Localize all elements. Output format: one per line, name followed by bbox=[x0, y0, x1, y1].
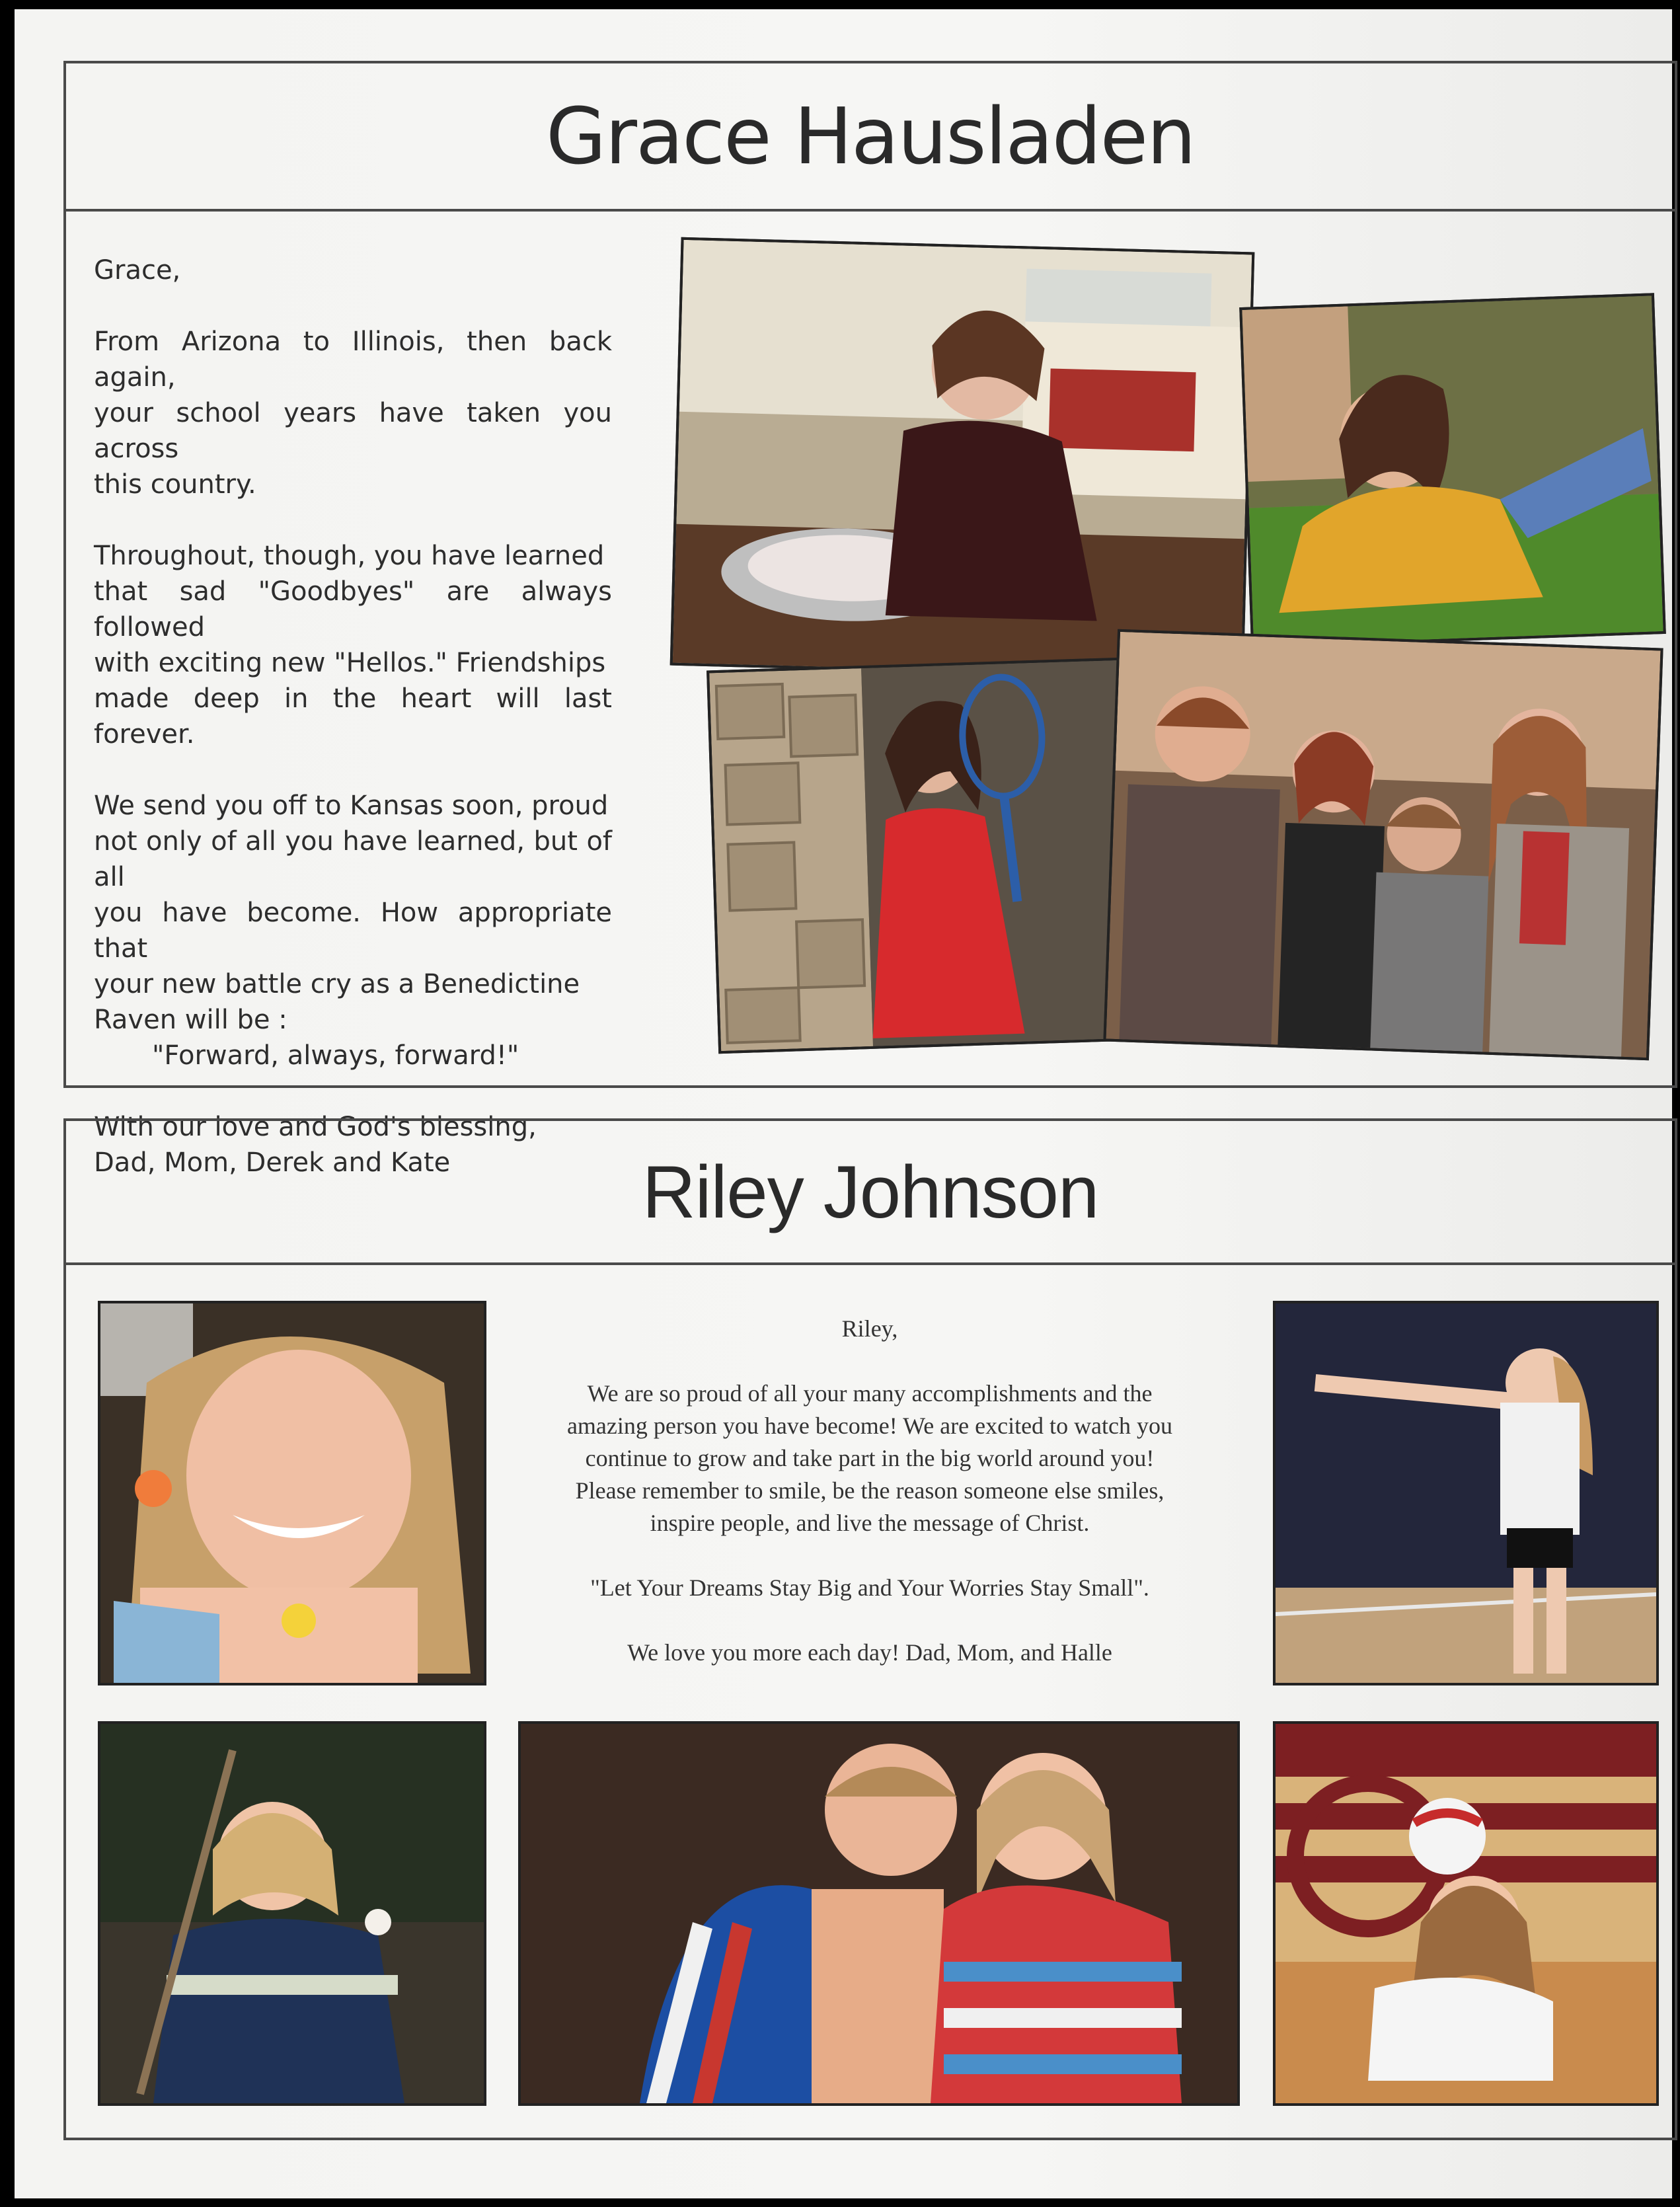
grace-p3-line: you have become. How appropriate that bbox=[94, 898, 612, 964]
riley-closing: We love you more each day! Dad, Mom, and Halle bbox=[627, 1639, 1112, 1666]
riley-p1-line: continue to grow and take part in the big world around you! bbox=[585, 1445, 1155, 1471]
riley-photo-stick-marshmallow bbox=[98, 1721, 486, 2106]
riley-photo-volleyball-gym bbox=[1273, 1721, 1659, 2106]
riley-photo-volleyball-serve bbox=[1273, 1301, 1659, 1685]
grace-p2-line: that sad "Goodbyes" are always followed bbox=[94, 576, 612, 642]
riley-photo-toddler-smile bbox=[98, 1301, 486, 1685]
riley-p1-line: amazing person you have become! We are excited to watch you bbox=[566, 1413, 1173, 1439]
grace-p1-line: your school years have taken you across bbox=[94, 398, 612, 464]
grace-letter bbox=[94, 252, 612, 1181]
grace-p2-line: with exciting new "Hellos." Friendships bbox=[94, 648, 606, 678]
grace-title-row bbox=[66, 63, 1675, 212]
grace-p1-line: From Arizona to Illinois, then back again, bbox=[94, 327, 612, 393]
grace-quote: "Forward, always, forward!" bbox=[152, 1040, 519, 1071]
grace-photo-tennis bbox=[706, 657, 1153, 1054]
riley-photo-towels-siblings bbox=[518, 1721, 1240, 2106]
grace-closing-line: Dad, Mom, Derek and Kate bbox=[94, 1147, 451, 1178]
grace-photo-lying-grass bbox=[1239, 293, 1666, 648]
grace-photo-family bbox=[1103, 629, 1663, 1060]
grace-greeting: Grace, bbox=[94, 255, 181, 286]
grace-title: Grace Hausladen bbox=[546, 91, 1195, 182]
riley-p1-line: inspire people, and live the message of Christ. bbox=[650, 1510, 1090, 1536]
grace-p2-line: Throughout, though, you have learned bbox=[94, 541, 605, 571]
grace-p2-line: made deep in the heart will last forever. bbox=[94, 683, 612, 750]
grace-p3-line: We send you off to Kansas soon, proud bbox=[94, 791, 609, 821]
grace-p3-line: your new battle cry as a Benedictine bbox=[94, 969, 580, 999]
riley-quote: "Let Your Dreams Stay Big and Your Worries Stay Small". bbox=[590, 1574, 1149, 1601]
riley-title: Riley Johnson bbox=[642, 1150, 1099, 1233]
riley-letter bbox=[513, 1313, 1227, 1669]
riley-p1-line: We are so proud of all your many accomplishments and the bbox=[587, 1380, 1153, 1407]
grace-p1-line: this country. bbox=[94, 469, 256, 500]
yearbook-page bbox=[15, 9, 1672, 2198]
grace-photo-child-cake bbox=[670, 237, 1255, 680]
grace-p3-line: Raven will be : bbox=[94, 1005, 287, 1035]
riley-greeting: Riley, bbox=[841, 1315, 898, 1342]
riley-title-row bbox=[66, 1121, 1675, 1265]
riley-p1-line: Please remember to smile, be the reason someone else smiles, bbox=[575, 1477, 1165, 1504]
grace-p3-line: not only of all you have learned, but of all bbox=[94, 826, 612, 892]
grace-closing-line: With our love and God's blessing, bbox=[94, 1112, 537, 1142]
